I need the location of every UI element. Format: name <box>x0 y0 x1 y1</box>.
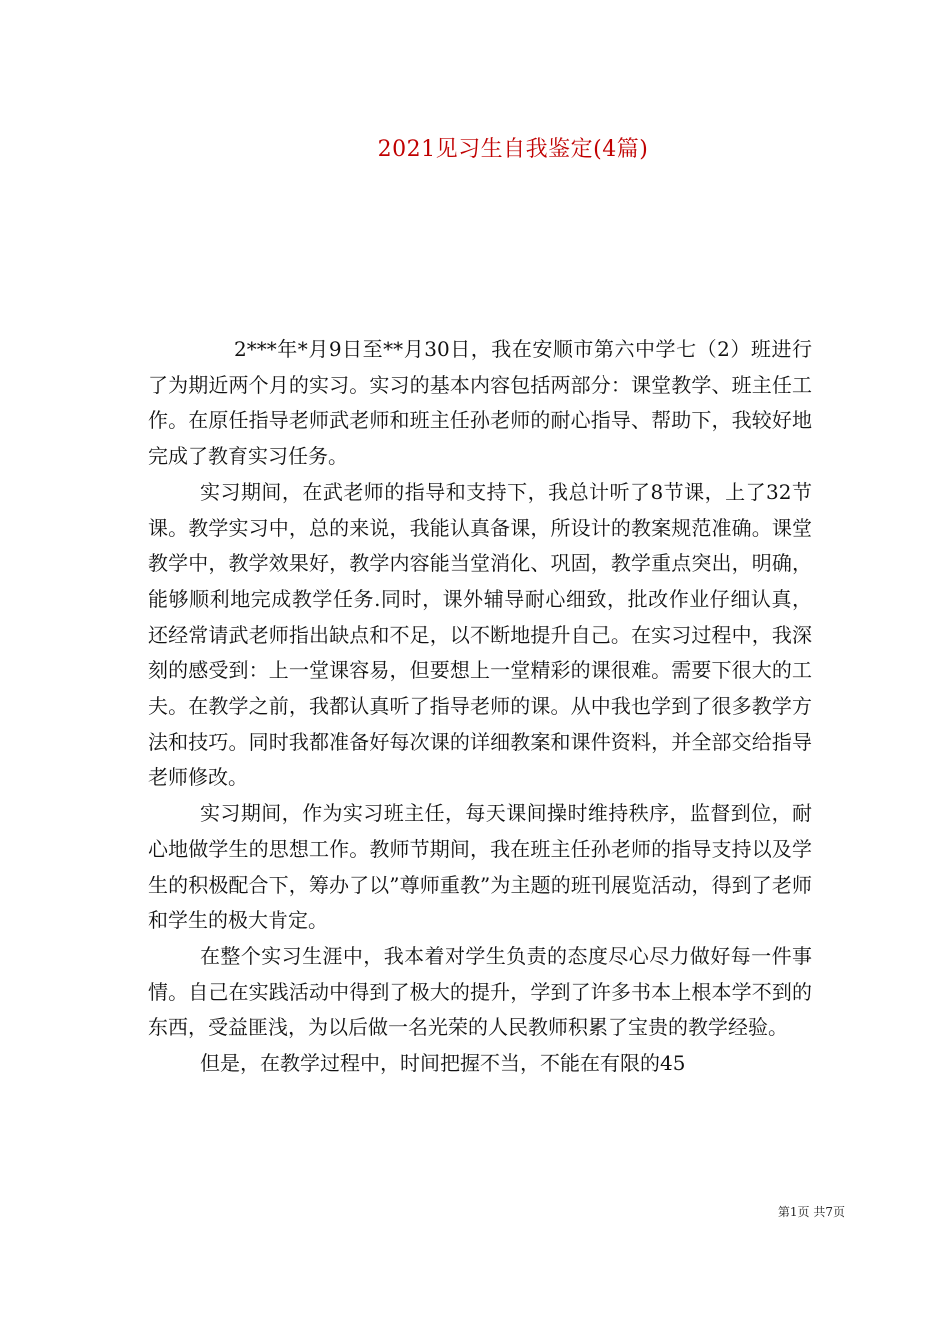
paragraph-4: 在整个实习生涯中，我本着对学生负责的态度尽心尽力做好每一件事情。自己在实践活动中得到了极大的提升，学到了许多书本上根本学不到的东西，受益匪浅，为以后做一名光荣的人民教师积累了宝贵的教学经验。 <box>148 943 812 1040</box>
paragraph-3: 实习期间，作为实习班主任，每天课间操时维持秩序，监督到位，耐心地做学生的思想工作。教师节期间，我在班主任孙老师的指导支持以及学生的积极配合下，筹办了以”尊师重教”为主题的班刊展览活动，得到了老师和学生的极大肯定。 <box>148 801 812 933</box>
document-body <box>148 332 812 1082</box>
paragraph-1: 2***年*月9日至**月30日，我在安顺市第六中学七（2）班进行了为期近两个月的实习。实习的基本内容包括两部分：课堂教学、班主任工作。在原任指导老师武老师和班主任孙老师的耐心指导、帮助下，我较好地完成了教育实习任务。 <box>148 337 812 469</box>
page-number-footer: 第1页 共7页 <box>777 1205 845 1219</box>
document-title: 2021见习生自我鉴定(4篇) <box>377 137 649 162</box>
paragraph-2: 实习期间，在武老师的指导和支持下，我总计听了8节课，上了32节课。教学实习中，总的来说，我能认真备课，所设计的教案规范准确。课堂教学中，教学效果好，教学内容能当堂消化、巩固，教学重点突出，明确，能够顺利地完成教学任务.同时，课外辅导耐心细致，批改作业仔细认真，还经常请武老师指出缺点和不足，以不断地提升自己。在实习过程中，我深刻的感受到：上一堂课容易，但要想上一堂精彩的课很难。需要下很大的工夫。在教学之前，我都认真听了指导老师的课。从中我也学到了很多教学方法和技巧。同时我都准备好每次课的详细教案和课件资料，并全部交给指导老师修改。 <box>148 479 812 790</box>
paragraph-5: 但是，在教学过程中，时间把握不当，不能在有限的45 <box>200 1051 686 1076</box>
